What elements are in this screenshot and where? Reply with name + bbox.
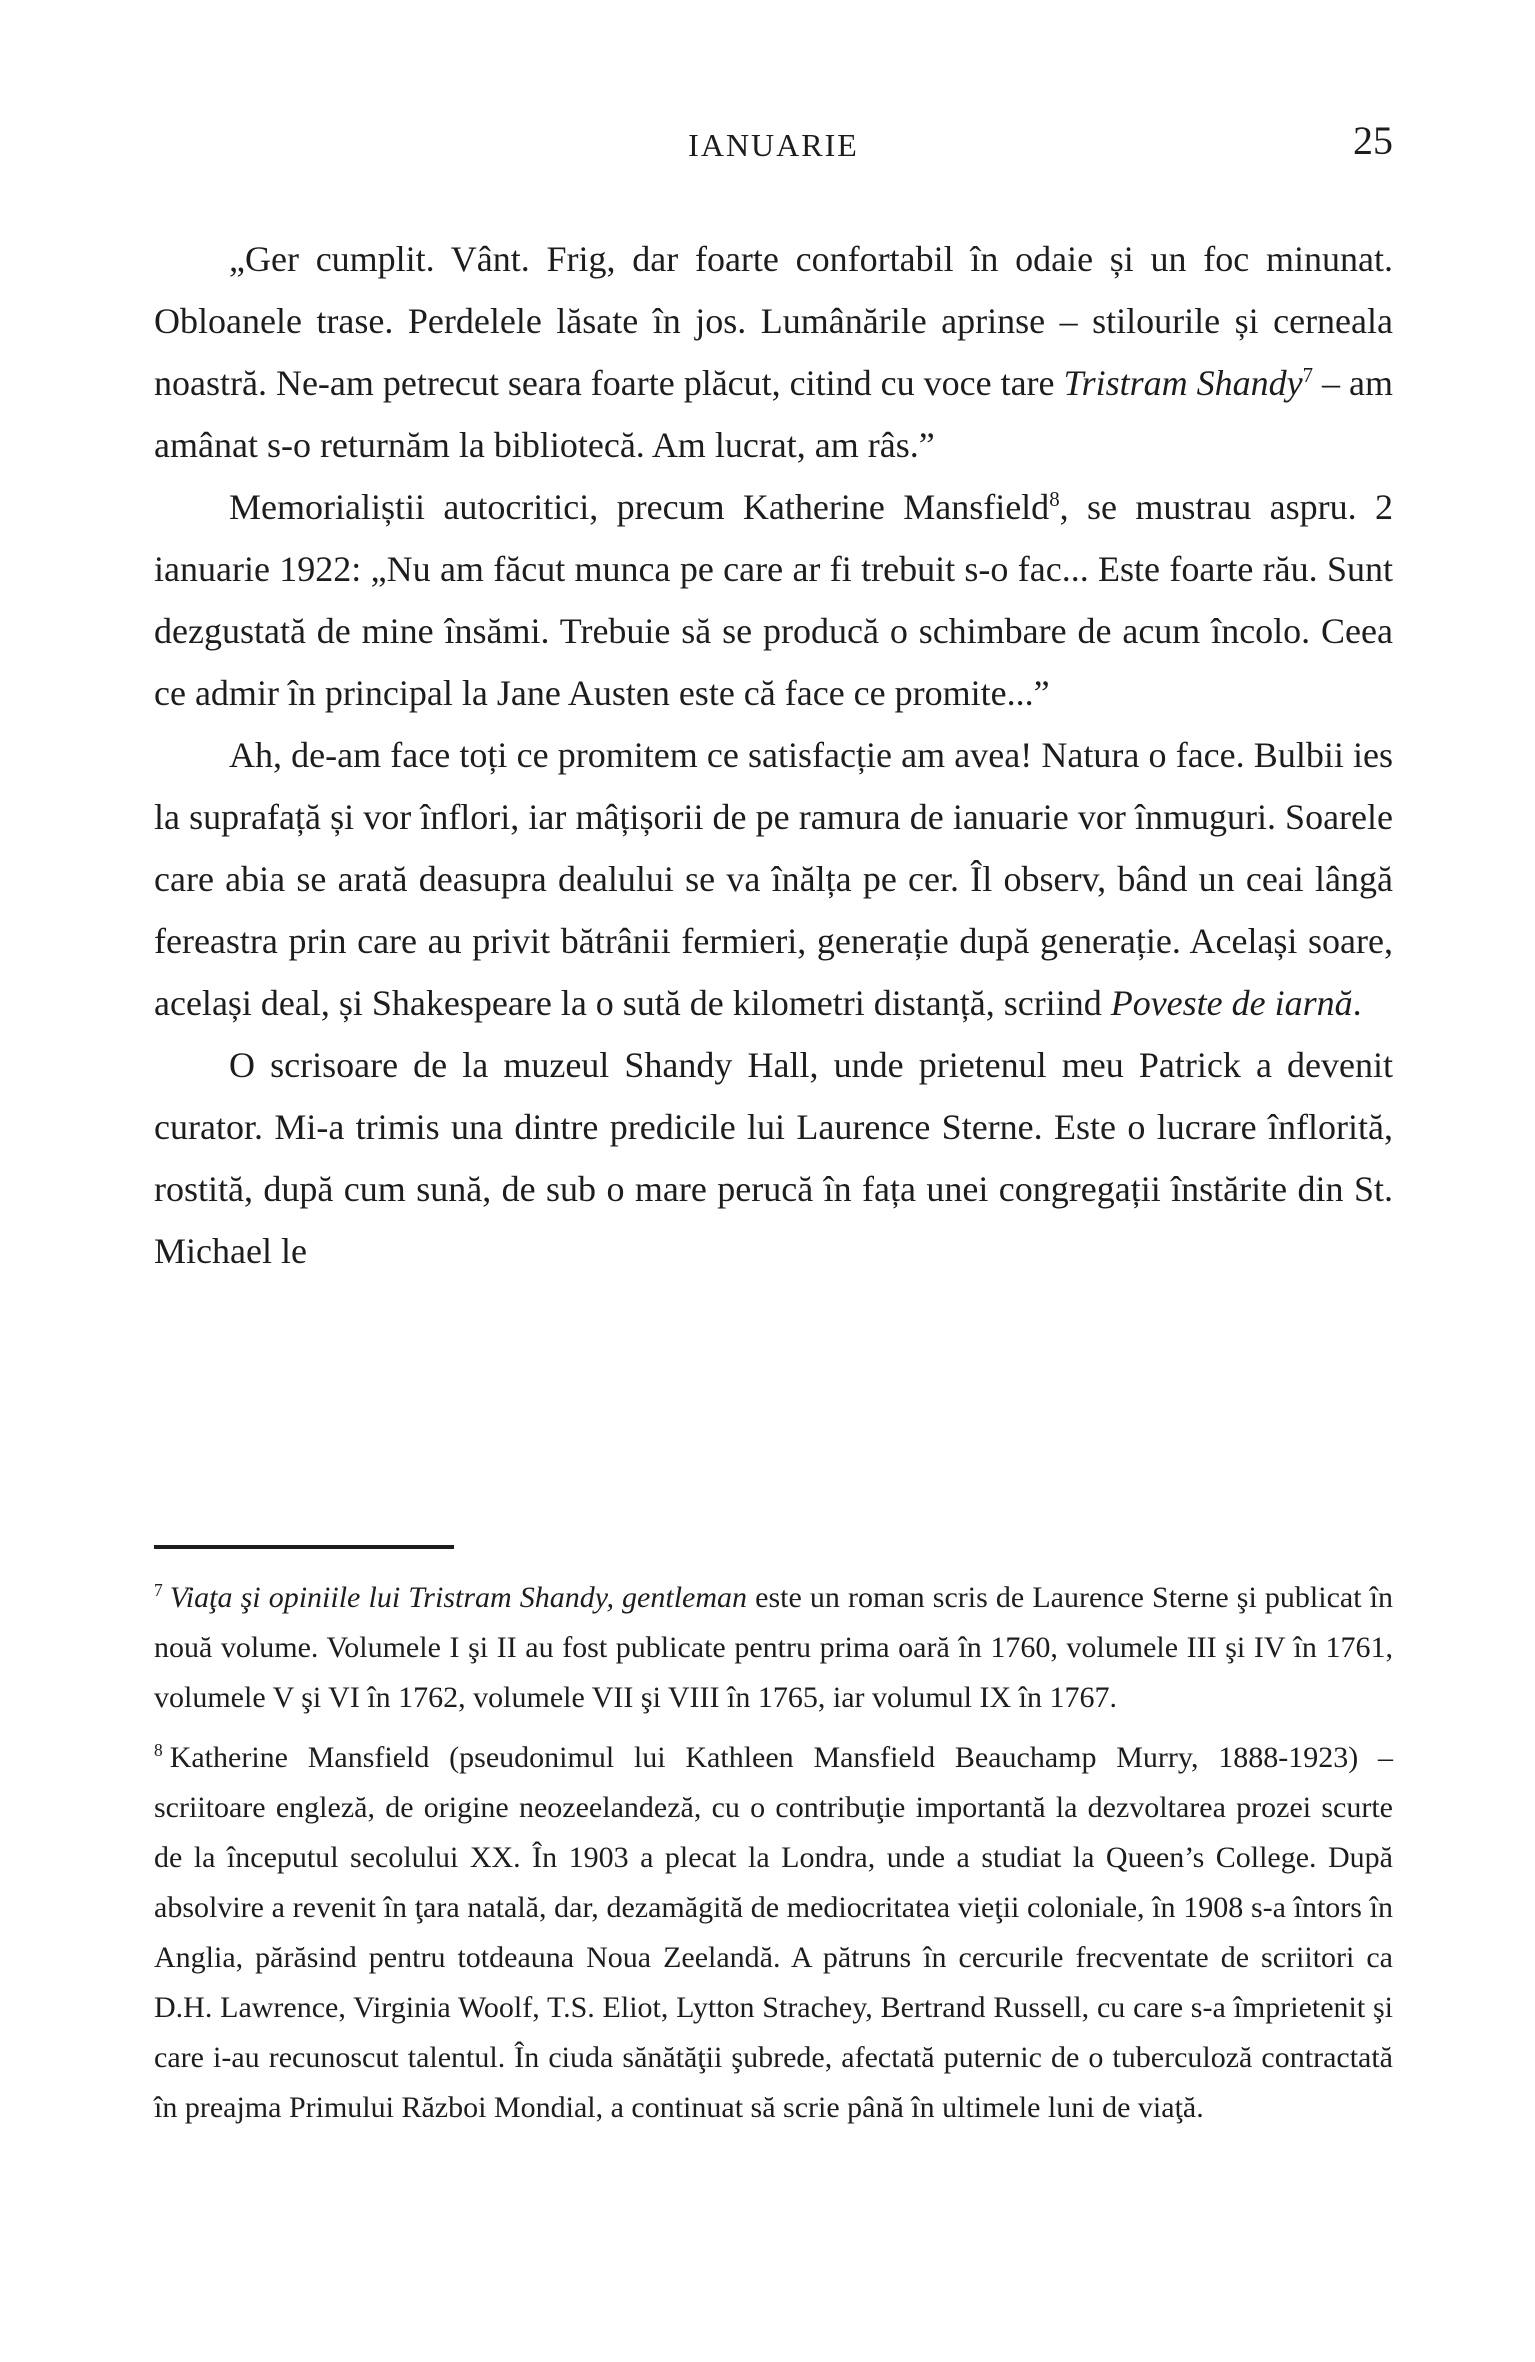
paragraph-1 xyxy=(154,228,1393,476)
page-number: 25 xyxy=(1353,118,1393,163)
book-title-italic: Poveste de iarnă xyxy=(1110,983,1353,1023)
text-segment: – am amânat s-o returnăm la bibliotecă. Am lucrat, am râs.” xyxy=(154,363,1393,465)
page-header xyxy=(154,118,1393,175)
paragraph-3 xyxy=(154,724,1393,1034)
chapter-title: IANUARIE xyxy=(688,127,859,163)
footnote-divider xyxy=(154,1545,454,1549)
footnote-7 xyxy=(154,1573,1393,1723)
book-title-italic: Tristram Shandy xyxy=(1063,363,1303,403)
text-segment: Ah, de-am face toți ce promitem ce satisfacție am avea! Natura o face. Bulbii ies la suprafață și vor înflori, iar mâțișorii de pe ramura de ianuarie vor înmuguri. Soarele care abia se arată deasupra dealului se va înălța pe cer. Îl observ, bând un ceai lângă fereastra prin care au privit bătrânii fermieri, generație după generație. Același soare, același deal, și Shakespeare la o sută de kilometri distanță, scriind xyxy=(154,735,1393,1023)
footnotes-section xyxy=(154,1545,1393,2133)
book-title-italic: Viaţa şi opiniile lui Tristram Shandy, gentleman xyxy=(169,1581,748,1614)
footnote-marker-7: 7 xyxy=(154,1580,163,1600)
footnote-marker-8: 8 xyxy=(154,1740,163,1760)
text-segment: . xyxy=(1352,983,1362,1023)
paragraph-4 xyxy=(154,1034,1393,1282)
footnote-reference-7: 7 xyxy=(1302,363,1314,387)
footnote-reference-8: 8 xyxy=(1049,487,1060,511)
text-segment: , se mustrau aspru. 2 ianuarie 1922: „Nu am făcut munca pe care ar fi trebuit s-o fac... Este foarte rău. Sunt dezgustată de mine însămi. Trebuie să se producă o schimbare de acum încolo. Ceea ce admir în principal la Jane Austen este că face ce promite...” xyxy=(154,487,1393,713)
text-segment: „Ger cumplit. Vânt. Frig, dar foarte confortabil în odaie și un foc minunat. Obloanele trase. Perdelele lăsate în jos. Lumânările aprinse – stilourile și cerneala noastră. Ne-am petrecut seara foarte plăcut, citind cu voce tare xyxy=(154,239,1393,403)
text-segment: O scrisoare de la muzeul Shandy Hall, unde prietenul meu Patrick a devenit curator. Mi-a trimis una dintre predicile lui Laurence Sterne. Este o lucrare înflorită, rostită, după cum sună, de sub o mare perucă în fața unei congregații înstărite din St. Michael le xyxy=(154,1045,1393,1271)
text-segment: este un roman scris de Laurence Sterne şi publicat în nouă volume. Volumele I şi II au fost publicate pentru prima oară în 1760, volumele III şi IV în 1761, volumele V şi VI în 1762, volumele VII şi VIII în 1765, iar volumul IX în 1767. xyxy=(154,1581,1393,1714)
text-segment: Memorialiștii autocritici, precum Katherine Mansfield xyxy=(229,487,1050,527)
body-text xyxy=(154,228,1393,1282)
text-segment: Katherine Mansfield (pseudonimul lui Kathleen Mansfield Beauchamp Murry, 1888-1923) – scriitoare engleză, de origine neozeelandeză, cu o contribuţie importantă la dezvoltarea prozei scurte de la începutul secolului XX. În 1903 a plecat la Londra, unde a studiat la Queen’s College. După absolvire a revenit în ţara natală, dar, dezamăgită de mediocritatea vieţii coloniale, în 1908 s-a întors în Anglia, părăsind pentru totdeauna Noua Zeelandă. A pătruns în cercurile frecventate de scriitori ca D.H. Lawrence, Virginia Woolf, T.S. Eliot, Lytton Strachey, Bertrand Russell, cu care s-a împrietenit şi care i-au recunoscut talentul. În ciuda sănătăţii şubrede, afectată puternic de o tuberculoză contractată în preajma Primului Război Mondial, a continuat să scrie până în ultimele luni de viaţă. xyxy=(154,1741,1393,2124)
paragraph-2 xyxy=(154,476,1393,724)
footnote-8 xyxy=(154,1733,1393,2133)
